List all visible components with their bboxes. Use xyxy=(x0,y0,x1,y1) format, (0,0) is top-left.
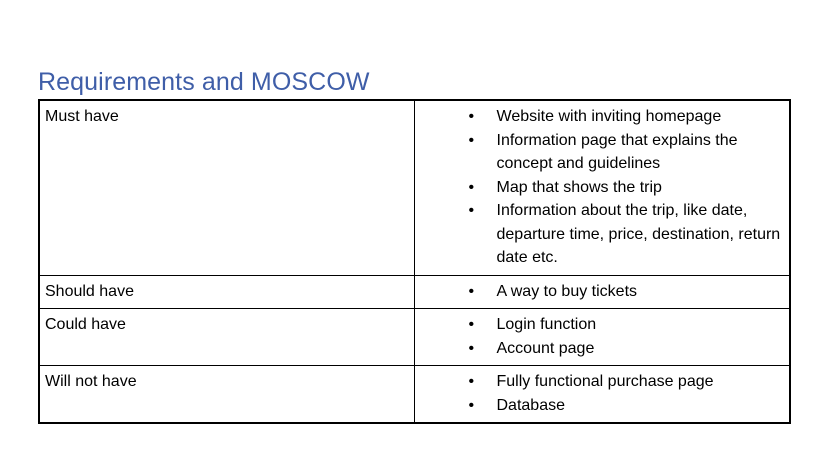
requirements-list-wrapper xyxy=(415,309,790,365)
list-item-label: Information page that explains the concept and guidelines xyxy=(496,131,738,172)
list-item-label: Account page xyxy=(496,339,595,357)
table-row xyxy=(39,100,790,275)
table-row xyxy=(39,309,790,366)
table-row xyxy=(39,366,790,424)
list-item xyxy=(415,313,782,337)
requirements-list xyxy=(415,280,782,304)
requirements-list xyxy=(415,370,782,417)
requirements-list-cell xyxy=(414,275,790,309)
bullet-icon: • xyxy=(468,202,475,219)
list-item xyxy=(415,337,782,361)
priority-label-cell xyxy=(39,309,414,366)
requirements-list-cell xyxy=(414,309,790,366)
page-title: Requirements and MOSCOW xyxy=(38,68,370,96)
priority-label: Could have xyxy=(45,316,126,333)
list-item xyxy=(415,280,782,304)
table-body xyxy=(39,100,790,423)
bullet-icon: • xyxy=(468,178,475,196)
list-item-label: Fully functional purchase page xyxy=(496,373,714,390)
requirements-moscow-table xyxy=(38,99,791,424)
priority-label-cell xyxy=(39,275,414,309)
list-item xyxy=(415,394,782,418)
bullet-icon: • xyxy=(468,396,475,414)
list-item-label: Information about the trip, like date, departure time, price, destination, return date etc. xyxy=(496,202,781,266)
bullet-icon: • xyxy=(468,339,475,357)
priority-label-cell xyxy=(39,366,414,424)
priority-label: Will not have xyxy=(45,373,137,390)
list-item xyxy=(415,370,782,394)
list-item-label: Database xyxy=(496,396,565,414)
requirements-list xyxy=(415,313,782,360)
list-item-label: Map that shows the trip xyxy=(496,178,662,196)
list-item-label: Login function xyxy=(496,316,597,333)
bullet-icon: • xyxy=(468,108,475,125)
list-item xyxy=(415,176,782,200)
list-item xyxy=(415,199,782,270)
requirements-list-wrapper xyxy=(415,366,790,422)
bullet-icon: • xyxy=(468,316,475,333)
list-item xyxy=(415,105,782,129)
list-item-label: Website with inviting homepage xyxy=(496,108,722,125)
table-row xyxy=(39,275,790,309)
priority-label: Must have xyxy=(45,108,119,125)
list-item xyxy=(415,129,782,176)
requirements-list xyxy=(415,105,782,270)
requirements-list-wrapper xyxy=(415,101,790,275)
requirements-list-cell xyxy=(414,366,790,424)
bullet-icon: • xyxy=(468,282,475,300)
bullet-icon: • xyxy=(468,131,475,149)
priority-label: Should have xyxy=(45,282,134,300)
bullet-icon: • xyxy=(468,373,475,390)
requirements-list-cell xyxy=(414,100,790,275)
list-item-label: A way to buy tickets xyxy=(496,282,638,300)
requirements-list-wrapper xyxy=(415,276,790,309)
priority-label-cell xyxy=(39,100,414,275)
